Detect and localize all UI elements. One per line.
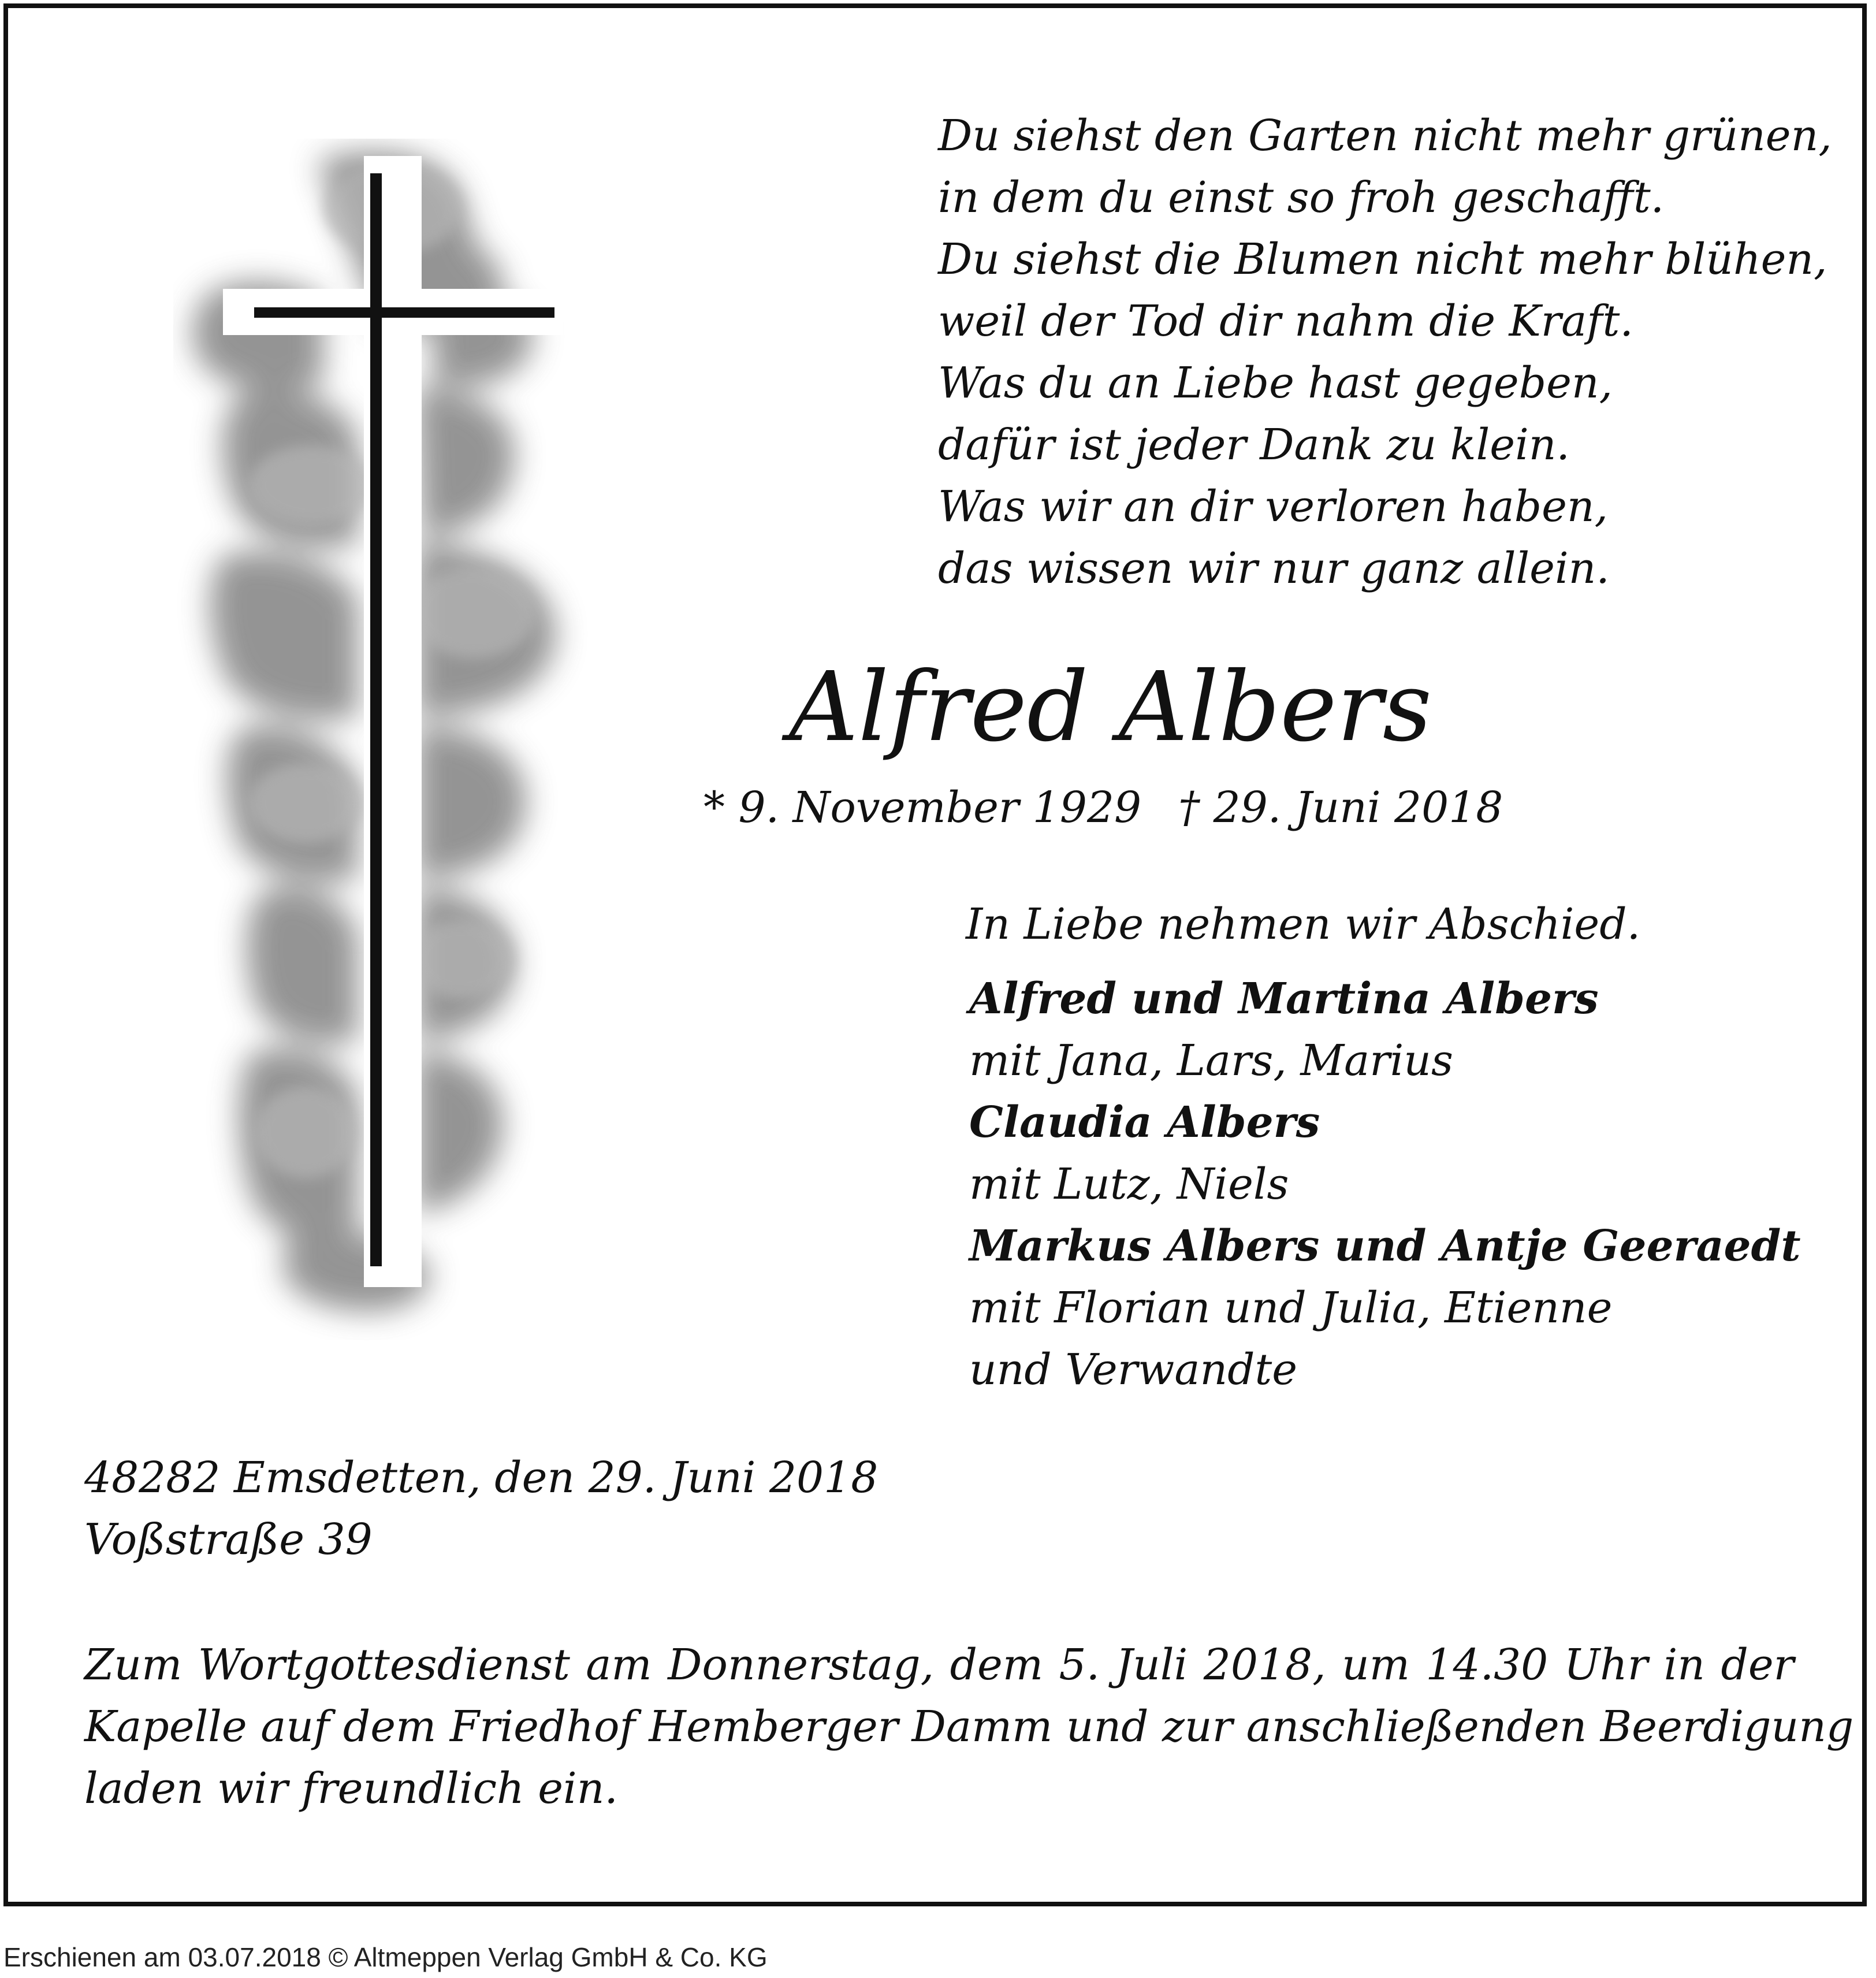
poem-line: in dem du einst so froh geschafft. bbox=[938, 173, 1665, 222]
mourner-name: Alfred und Martina Albers bbox=[969, 974, 1599, 1024]
poem-line: Was wir an dir verloren haben, bbox=[938, 482, 1609, 531]
street-address: Voßstraße 39 bbox=[84, 1515, 373, 1564]
service-line: Zum Wortgottesdienst am Donnerstag, dem 5. Juli 2018, um 14.30 Uhr in der bbox=[84, 1640, 1794, 1690]
service-line: Kapelle auf dem Friedhof Hemberger Damm und zur anschließenden Beerdigung bbox=[84, 1702, 1854, 1752]
mourner-detail: mit Jana, Lars, Marius bbox=[969, 1036, 1453, 1085]
mourners-list bbox=[969, 968, 1801, 1401]
farewell-text: In Liebe nehmen wir Abschied. bbox=[966, 899, 1641, 949]
poem-line: Du siehst den Garten nicht mehr grünen, bbox=[938, 111, 1832, 161]
place-date: 48282 Emsdetten, den 29. Juni 2018 bbox=[84, 1453, 879, 1503]
poem-line: weil der Tod dir nahm die Kraft. bbox=[938, 296, 1633, 346]
poem-line: dafür ist jeder Dank zu klein. bbox=[938, 420, 1570, 470]
mourner-name: Markus Albers und Antje Geeraedt bbox=[969, 1221, 1801, 1271]
deceased-name: Alfred Albers bbox=[789, 652, 1432, 763]
death-date: † 29. Juni 2018 bbox=[1178, 783, 1503, 832]
mourner-detail: und Verwandte bbox=[969, 1345, 1298, 1395]
poem bbox=[938, 105, 1832, 600]
birth-date: * 9. November 1929 bbox=[704, 783, 1142, 832]
poem-line: Was du an Liebe hast gegeben, bbox=[938, 358, 1613, 408]
mourner-name: Claudia Albers bbox=[969, 1098, 1320, 1147]
life-dates bbox=[704, 779, 1503, 836]
service-notice bbox=[84, 1634, 1854, 1820]
publication-footer: Erschienen am 03.07.2018 © Altmeppen Verlag GmbH & Co. KG bbox=[3, 1942, 768, 1972]
mourner-detail: mit Lutz, Niels bbox=[969, 1159, 1289, 1209]
cross-icon bbox=[173, 139, 612, 1340]
address-block bbox=[84, 1447, 878, 1571]
poem-line: das wissen wir nur ganz allein. bbox=[938, 544, 1610, 593]
mourner-detail: mit Florian und Julia, Etienne bbox=[969, 1283, 1613, 1333]
service-line: laden wir freundlich ein. bbox=[84, 1764, 618, 1813]
poem-line: Du siehst die Blumen nicht mehr blühen, bbox=[938, 235, 1827, 284]
